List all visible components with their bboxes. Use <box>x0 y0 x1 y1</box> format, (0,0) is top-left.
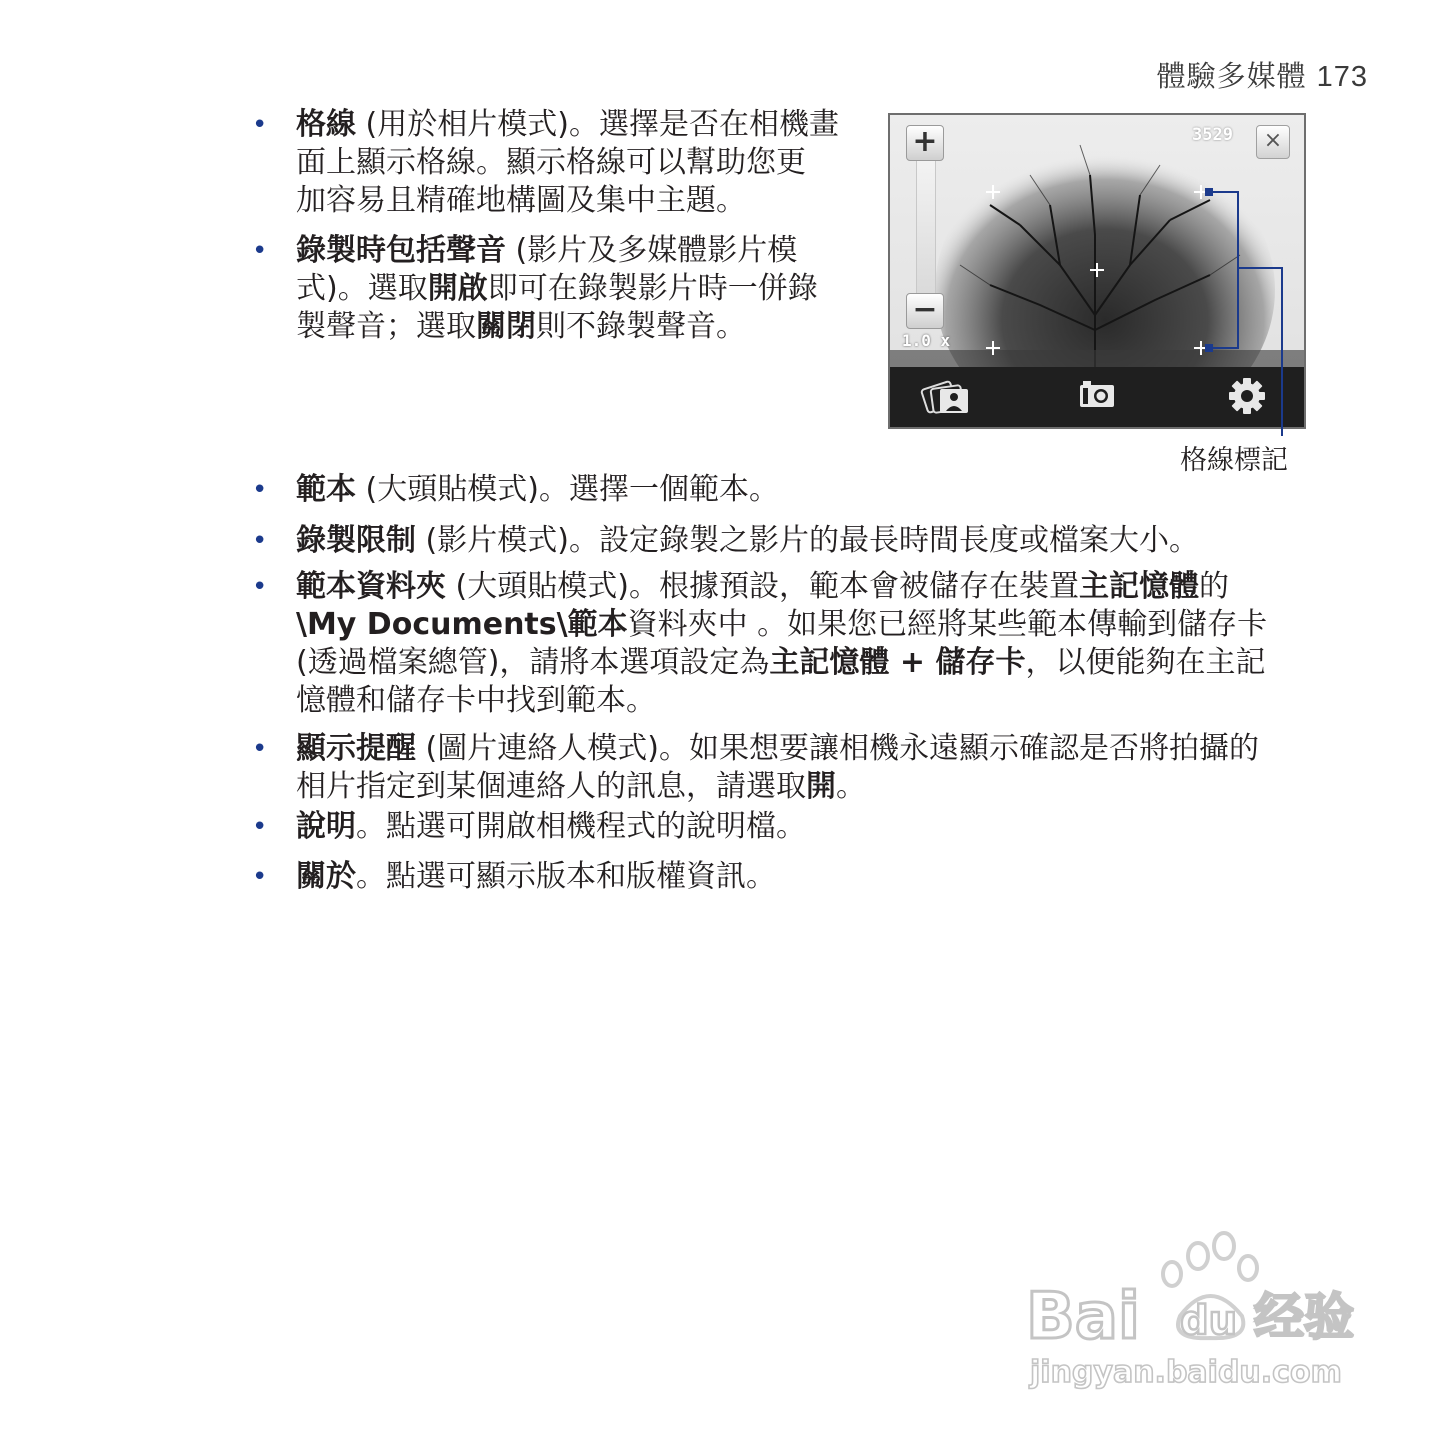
item-line <box>296 768 1326 806</box>
item-text: (影片及多媒體影片模 <box>506 233 798 268</box>
svg-text:Bai: Bai <box>1026 1280 1140 1354</box>
bullet-item-show-reminder <box>252 730 1326 806</box>
item-line <box>296 144 866 182</box>
item-line <box>296 682 1326 720</box>
remaining-shots-count: 3529 <box>1192 125 1233 145</box>
item-line <box>296 808 1296 846</box>
grid-marker <box>1194 341 1208 355</box>
camera-toolbar <box>890 367 1304 427</box>
zoom-out-button[interactable]: − <box>906 293 944 329</box>
bullet-dot: • <box>252 812 268 842</box>
bold-term: 關閉 <box>476 309 536 344</box>
item-text: (用於相片模式)。選擇是否在相機畫 <box>356 107 839 142</box>
bullet-item-gridlines <box>252 106 866 220</box>
item-text: 。點選可顯示版本和版權資訊。 <box>356 859 776 894</box>
item-line <box>296 522 1316 560</box>
camera-shutter-icon[interactable] <box>1077 375 1117 415</box>
item-text: 。點選可開啟相機程式的說明檔。 <box>356 809 806 844</box>
item-text: 相片指定到某個連絡人的訊息，請選取 <box>296 769 806 804</box>
bold-term: 錄製時包括聲音 <box>296 233 506 268</box>
zoom-in-button[interactable]: + <box>906 125 944 161</box>
bullet-item-help <box>252 808 1296 846</box>
bold-term: 關於 <box>296 859 356 894</box>
item-text: 則不錄製聲音。 <box>536 309 746 344</box>
item-line <box>296 730 1326 768</box>
zoom-level-readout: 1.0 x <box>902 331 951 350</box>
item-text: 的 <box>1198 569 1229 604</box>
item-text: 資料夾中 。如果您已經將某些範本傳輸到儲存卡 <box>627 607 1268 642</box>
page-number: 173 <box>1316 61 1368 93</box>
bullet-item-about <box>252 858 1296 896</box>
svg-text:jingyan.baidu.com: jingyan.baidu.com <box>1030 1355 1342 1390</box>
item-line <box>296 308 866 346</box>
item-line <box>296 644 1326 682</box>
grid-marker <box>986 185 1000 199</box>
bullet-dot: • <box>252 526 268 556</box>
bullet-dot: • <box>252 475 268 505</box>
item-text: 製聲音；選取 <box>296 309 476 344</box>
item-text: (大頭貼模式)。根據預設，範本會被儲存在裝置 <box>446 569 1079 604</box>
bold-term: 顯示提醒 <box>296 731 416 766</box>
item-text: (影片模式)。設定錄製之影片的最長時間長度或檔案大小。 <box>416 523 1199 558</box>
item-text: 式)。選取 <box>296 271 428 306</box>
bold-term: 開 <box>806 769 836 804</box>
bullet-dot: • <box>252 236 268 266</box>
item-text: 。 <box>836 769 866 804</box>
item-line <box>296 471 1316 509</box>
bold-term: 範本 <box>296 472 356 507</box>
bullet-dot: • <box>252 862 268 892</box>
camera-mode-icon[interactable] <box>920 375 970 417</box>
item-text: (大頭貼模式)。選擇一個範本。 <box>356 472 779 507</box>
item-line <box>296 568 1326 606</box>
item-line <box>296 606 1326 644</box>
tree-photo <box>890 115 1304 367</box>
bold-term: 說明 <box>296 809 356 844</box>
bullet-item-template <box>252 471 1316 509</box>
item-text: (透過檔案總管)，請將本選項設定為 <box>296 645 770 680</box>
camera-viewfinder <box>890 115 1304 367</box>
bullet-dot: • <box>252 572 268 602</box>
close-button[interactable]: × <box>1256 125 1290 159</box>
page-header <box>1157 54 1368 95</box>
bullet-item-template-folder <box>252 568 1326 720</box>
bullet-item-record-sound <box>252 232 866 346</box>
bullet-item-record-limit <box>252 522 1316 560</box>
item-line <box>296 232 866 270</box>
baidu-jingyan-watermark-logo <box>1020 1220 1360 1390</box>
gridline-marker-callout: 格線標記 <box>1180 445 1288 476</box>
bullet-dot: • <box>252 110 268 140</box>
bold-term: 開啟 <box>427 271 488 306</box>
item-text: ，以便能夠在主記 <box>1025 645 1266 680</box>
svg-text:du: du <box>1180 1298 1238 1344</box>
bold-term: 範本資料夾 <box>296 569 446 604</box>
bullet-dot: • <box>252 734 268 764</box>
settings-gear-icon[interactable] <box>1226 375 1268 417</box>
item-line <box>296 106 866 144</box>
item-line <box>296 270 866 308</box>
section-title: 體驗多媒體 <box>1156 59 1307 93</box>
item-line <box>296 182 866 220</box>
bold-term: 主記憶體 <box>1078 569 1199 604</box>
item-text: 加容易且精確地構圖及集中主題。 <box>296 183 746 218</box>
zoom-slider-track[interactable] <box>916 155 936 315</box>
bold-term: \My Documents\範本 <box>296 607 628 642</box>
grid-marker <box>1090 263 1104 277</box>
bold-term: 主記憶體 + 儲存卡 <box>769 645 1026 680</box>
item-text: 面上顯示格線。顯示格線可以幫助您更 <box>296 145 806 180</box>
bold-term: 錄製限制 <box>296 523 416 558</box>
item-text: 即可在錄製影片時一併錄 <box>487 271 818 306</box>
item-text: (圖片連絡人模式)。如果想要讓相機永遠顯示確認是否將拍攝的 <box>416 731 1259 766</box>
svg-text:经验: 经验 <box>1254 1288 1354 1346</box>
bold-term: 格線 <box>296 107 356 142</box>
camera-screenshot <box>888 113 1306 429</box>
grid-marker <box>986 341 1000 355</box>
item-line <box>296 858 1296 896</box>
grid-marker <box>1194 185 1208 199</box>
item-text: 憶體和儲存卡中找到範本。 <box>296 683 656 718</box>
